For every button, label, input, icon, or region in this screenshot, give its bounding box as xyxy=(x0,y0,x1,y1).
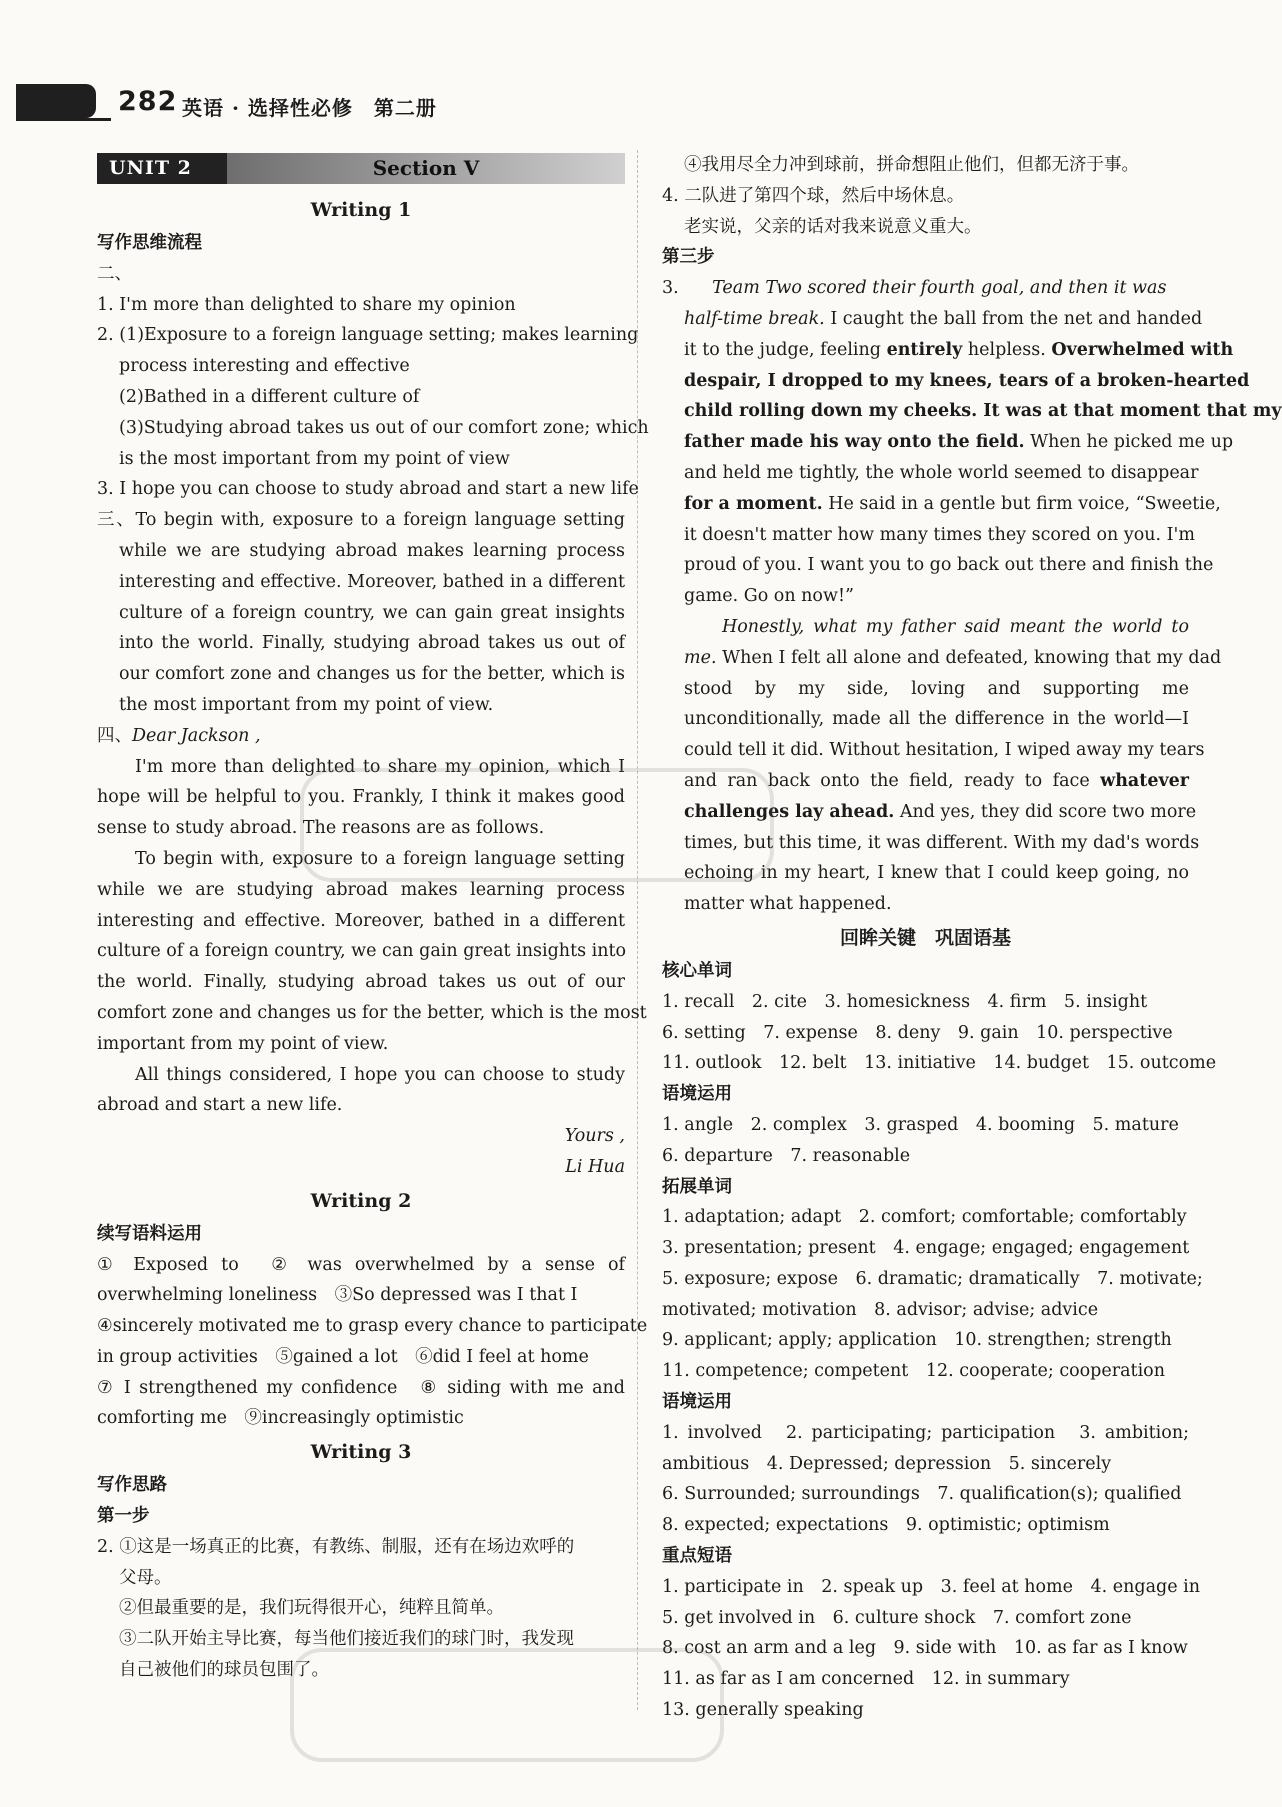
context-usage-heading-2: 语境运用 xyxy=(662,1392,732,1413)
answer-line: 11. competence; competent 12. cooperate; cooperation xyxy=(662,1361,1165,1382)
core-words-heading: 核心单词 xyxy=(662,960,732,981)
answer-line: ambitious 4. Depressed; depression 5. sincerely xyxy=(662,1453,1112,1474)
summary-line: into the world. Finally, studying abroad takes us out of xyxy=(119,633,625,654)
writing1-flow-heading: 写作思维流程 xyxy=(97,233,202,253)
essay-line: and ran back onto the field, ready to face whatever xyxy=(684,770,1189,791)
answer-line: 1. angle 2. complex 3. grasped 4. booming 5. mature xyxy=(662,1114,1179,1135)
letter-line: To begin with, exposure to a foreign language setting xyxy=(135,848,625,869)
chinese-line: 4. 二队进了第四个球，然后中场休息。 xyxy=(662,185,965,206)
writing1-title: Writing 1 xyxy=(310,199,412,221)
answer-line: 5. get involved in 6. culture shock 7. comfort zone xyxy=(662,1607,1132,1628)
answer-line: 6. departure 7. reasonable xyxy=(662,1145,911,1166)
essay-line: me. When I felt all alone and defeated, knowing that my dad xyxy=(684,647,1222,668)
essay-line: unconditionally, made all the difference in the world—I xyxy=(684,709,1189,730)
list-item: is the most important from my point of view xyxy=(119,448,510,469)
summary-line: while we are studying abroad makes learning process xyxy=(119,540,625,561)
section-label: Section Ⅴ xyxy=(227,153,625,184)
letter-line: abroad and start a new life. xyxy=(97,1095,343,1116)
summary-line: culture of a foreign country, we can gain great insights xyxy=(119,602,625,623)
chinese-line: ③二队开始主导比赛，每当他们接近我们的球门时，我发现 xyxy=(119,1629,574,1650)
essay-line: stood by my side, loving and supporting me xyxy=(684,678,1189,699)
answer-line: ⑦ I strengthened my confidence ⑧ siding with me and xyxy=(97,1377,625,1398)
answer-line: overwhelming loneliness ③So depressed was I that I xyxy=(97,1285,578,1306)
list-item: (3)Studying abroad takes us out of our comfort zone; which xyxy=(119,417,649,438)
book-title: 英语 · 选择性必修 第二册 xyxy=(182,96,437,120)
essay-line: despair, I dropped to my knees, tears of a broken-hearted xyxy=(684,370,1250,391)
list-item: 2. (1)Exposure to a foreign language setting; makes learning xyxy=(97,325,639,346)
answer-line: 1. participate in 2. speak up 3. feel at home 4. engage in xyxy=(662,1576,1201,1597)
list-item: (2)Bathed in a different culture of xyxy=(119,386,420,407)
answer-line: 13. generally speaking xyxy=(662,1700,864,1721)
essay-line: could tell it did. Without hesitation, I wiped away my tears xyxy=(684,740,1205,761)
watermark-graphic xyxy=(290,1640,730,1770)
key-phrases-heading: 重点短语 xyxy=(662,1546,732,1567)
letter-closing: Yours , xyxy=(564,1126,625,1147)
answer-line: 1. involved 2. participating; participation 3. ambition; xyxy=(662,1422,1189,1443)
writing3-title: Writing 3 xyxy=(310,1441,412,1464)
list-item: 3. I hope you can choose to study abroad and start a new life xyxy=(97,479,639,500)
chinese-line: ②但最重要的是，我们玩得很开心，纯粹且简单。 xyxy=(119,1598,504,1619)
essay-line: it to the judge, feeling entirely helpless. Overwhelmed with xyxy=(684,339,1234,360)
context-usage-heading: 语境运用 xyxy=(662,1084,732,1105)
summary-line: interesting and effective. Moreover, bathed in a different xyxy=(119,571,625,592)
letter-line: while we are studying abroad makes learning process xyxy=(97,879,625,900)
list-item: 1. I'm more than delighted to share my opinion xyxy=(97,294,516,315)
essay-line: times, but this time, it was different. With my dad's words xyxy=(684,832,1200,853)
answer-line: 11. as far as I am concerned 12. in summary xyxy=(662,1669,1070,1690)
chinese-line: 父母。 xyxy=(119,1567,172,1588)
header-decor-bar xyxy=(16,84,96,118)
answer-line: 11. outlook 12. belt 13. initiative 14. budget 15. outcome xyxy=(662,1053,1217,1074)
header-rule xyxy=(16,118,111,121)
essay-line: game. Go on now!” xyxy=(684,586,854,607)
watermark-graphic xyxy=(300,760,780,890)
writing2-heading: 续写语料运用 xyxy=(97,1223,202,1244)
essay-line: father made his way onto the field. When he picked me up xyxy=(684,432,1234,453)
essay-line: echoing in my heart, I knew that I could keep going, no xyxy=(684,863,1189,884)
answer-line: comforting me ⑨increasingly optimistic xyxy=(97,1408,464,1429)
extended-words-heading: 拓展单词 xyxy=(662,1176,732,1197)
chinese-line: 2. ①这是一场真正的比赛，有教练、制服，还有在场边欢呼的 xyxy=(97,1536,575,1557)
essay-line: it doesn't matter how many times they scored on you. I'm xyxy=(684,524,1195,545)
summary-line: 三、To begin with, exposure to a foreign language setting xyxy=(97,510,625,531)
review-section-title: 回眸关键 巩固语基 xyxy=(839,926,1011,949)
answer-line: 6. setting 7. expense 8. deny 9. gain 10. perspective xyxy=(662,1022,1173,1043)
answer-line: 6. Surrounded; surroundings 7. qualification(s); qualified xyxy=(662,1484,1182,1505)
essay-line: challenges lay ahead. And yes, they did score two more xyxy=(684,801,1197,822)
essay-line: matter what happened. xyxy=(684,894,892,915)
writing3-heading: 写作思路 xyxy=(97,1475,167,1496)
essay-line: for a moment. He said in a gentle but firm voice, “Sweetie, xyxy=(684,493,1221,514)
essay-line: and held me tightly, the whole world seemed to disappear xyxy=(684,462,1199,483)
essay-line: child rolling down my cheeks. It was at that moment that my xyxy=(684,401,1282,422)
step-three-heading: 第三步 xyxy=(662,247,715,268)
essay-line: half-time break. I caught the ball from the net and handed xyxy=(684,308,1203,329)
letter-line: hope will be helpful to you. Frankly, I think it makes good xyxy=(97,787,625,808)
letter-line: I'm more than delighted to share my opinion, which I xyxy=(135,756,625,777)
chinese-line: 老实说，父亲的话对我来说意义重大。 xyxy=(684,216,982,237)
writing2-title: Writing 2 xyxy=(310,1189,412,1212)
unit-label: UNIT 2 xyxy=(97,153,227,184)
letter-line: sense to study abroad. The reasons are as follows. xyxy=(97,818,545,839)
step-one-heading: 第一步 xyxy=(97,1506,150,1527)
chinese-line: ④我用尽全力冲到球前，拼命想阻止他们，但都无济于事。 xyxy=(684,155,1139,175)
page-number: 282 xyxy=(118,86,178,117)
answer-line: 9. applicant; apply; application 10. strengthen; strength xyxy=(662,1330,1172,1351)
unit-banner xyxy=(97,153,625,184)
letter-line: the world. Finally, studying abroad takes us out of our xyxy=(97,972,625,993)
answer-line: 1. recall 2. cite 3. homesickness 4. firm 5. insight xyxy=(662,991,1148,1012)
answer-line: ① Exposed to ② was overwhelmed by a sense of xyxy=(97,1254,625,1275)
letter-salutation: 四、Dear Jackson , xyxy=(97,725,261,746)
chinese-line: 自己被他们的球员包围了。 xyxy=(119,1660,329,1681)
summary-line: the most important from my point of view. xyxy=(119,694,494,715)
letter-line: culture of a foreign country, we can gain great insights into xyxy=(97,941,627,962)
essay-line: proud of you. I want you to go back out there and finish the xyxy=(684,555,1214,576)
answer-line: 8. expected; expectations 9. optimistic; optimism xyxy=(662,1515,1110,1536)
answer-line: 8. cost an arm and a leg 9. side with 10. as far as I know xyxy=(662,1638,1188,1659)
letter-line: interesting and effective. Moreover, bathed in a different xyxy=(97,910,625,931)
answer-line: 1. adaptation; adapt 2. comfort; comfortable; comfortably xyxy=(662,1207,1187,1228)
answer-line: 5. exposure; expose 6. dramatic; dramatically 7. motivate; xyxy=(662,1268,1203,1289)
right-column xyxy=(662,150,1282,1726)
summary-line: our comfort zone and changes us for the better, which is xyxy=(119,664,625,685)
column-divider xyxy=(637,150,638,1710)
answer-line: in group activities ⑤gained a lot ⑥did I feel at home xyxy=(97,1346,589,1367)
answer-line: ④sincerely motivated me to grasp every chance to participate xyxy=(97,1316,648,1337)
essay-line: 3. Team Two scored their fourth goal, and then it was xyxy=(662,278,1167,299)
answer-line: motivated; motivation 8. advisor; advise; advice xyxy=(662,1299,1099,1320)
left-column xyxy=(97,150,649,1686)
answer-line: 3. presentation; present 4. engage; engaged; engagement xyxy=(662,1238,1190,1259)
list-item: process interesting and effective xyxy=(119,356,410,377)
letter-line: comfort zone and changes us for the better, which is the most xyxy=(97,1002,647,1023)
letter-line: important from my point of view. xyxy=(97,1033,389,1054)
letter-signature: Li Hua xyxy=(565,1156,625,1177)
essay-line: Honestly, what my father said meant the world to xyxy=(722,616,1189,637)
list-item: 二、 xyxy=(97,263,132,284)
letter-line: All things considered, I hope you can choose to study xyxy=(135,1064,625,1085)
